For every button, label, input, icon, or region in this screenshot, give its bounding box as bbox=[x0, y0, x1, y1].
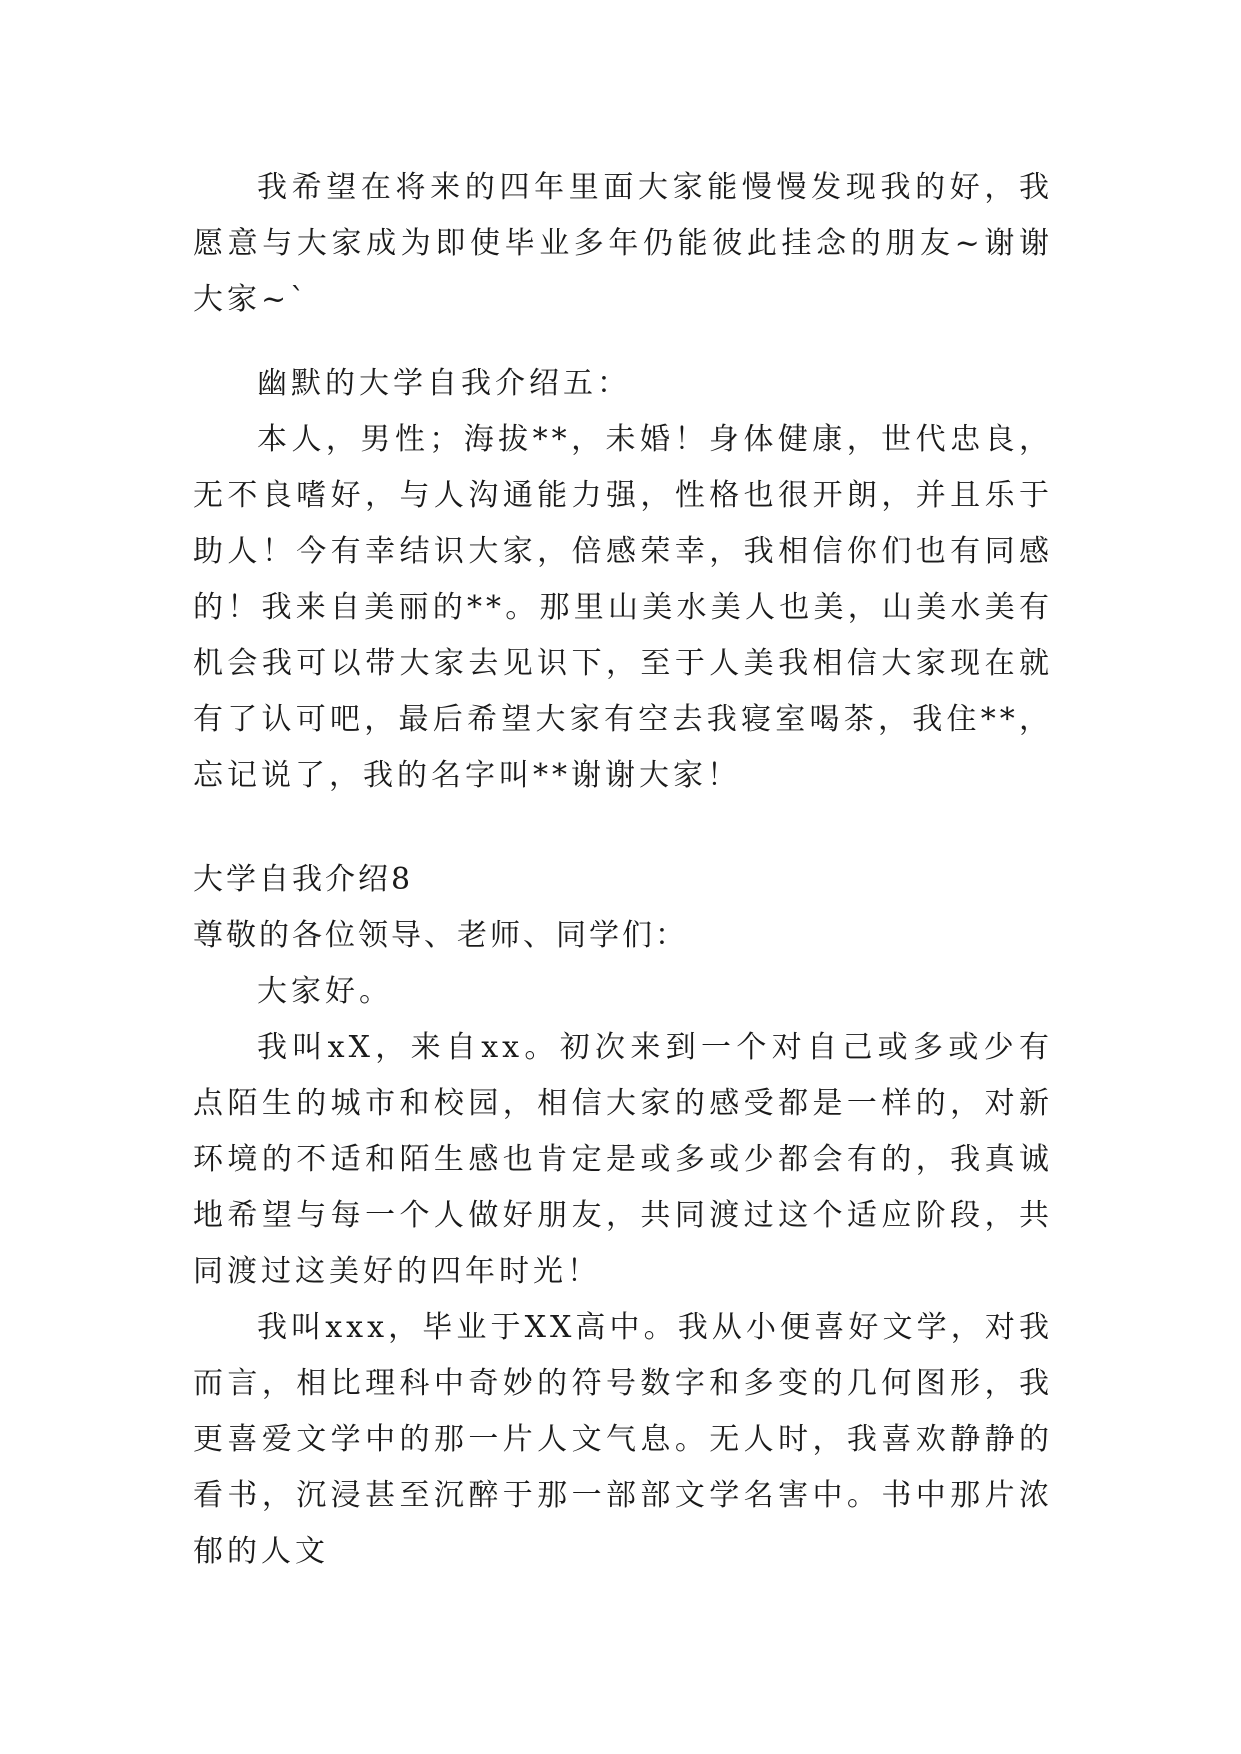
humorous-intro-paragraph: 本人，男性；海拔**，未婚！身体健康，世代忠良，无不良嗜好，与人沟通能力强，性格也很开朗，并且乐于助人！今有幸结识大家，倍感荣幸，我相信你们也有同感的！我来自美丽的**。那里山美水美人也美，山美水美有机会我可以带大家去见识下，至于人美我相信大家现在就有了认可吧，最后希望大家有空去我寝室喝茶，我住**，忘记说了，我的名字叫**谢谢大家！ bbox=[193, 422, 1053, 793]
closing-paragraph: 我希望在将来的四年里面大家能慢慢发现我的好，我愿意与大家成为即使毕业多年仍能彼此挂念的朋友~谢谢大家~` bbox=[193, 170, 1053, 317]
greeting: 大家好。 bbox=[257, 974, 393, 1009]
section-heading-intro-8: 大学自我介绍8 bbox=[193, 862, 414, 897]
document-body bbox=[193, 160, 1053, 1580]
salutation: 尊敬的各位领导、老师、同学们： bbox=[193, 918, 688, 953]
section-title-humorous-intro-5: 幽默的大学自我介绍五： bbox=[257, 366, 631, 401]
intro-paragraph-1: 我叫xX，来自xx。初次来到一个对自己或多或少有点陌生的城市和校园，相信大家的感受都是一样的，对新环境的不适和陌生感也肯定是或多或少都会有的，我真诚地希望与每一个人做好朋友，共同渡过这个适应阶段，共同渡过这美好的四年时光！ bbox=[193, 1030, 1053, 1289]
intro-paragraph-2: 我叫xxx，毕业于XX高中。我从小便喜好文学，对我而言，相比理科中奇妙的符号数字和多变的几何图形，我更喜爱文学中的那一片人文气息。无人时，我喜欢静静的看书，沉浸甚至沉醉于那一部部文学名害中。书中那片浓郁的人文 bbox=[193, 1310, 1053, 1569]
